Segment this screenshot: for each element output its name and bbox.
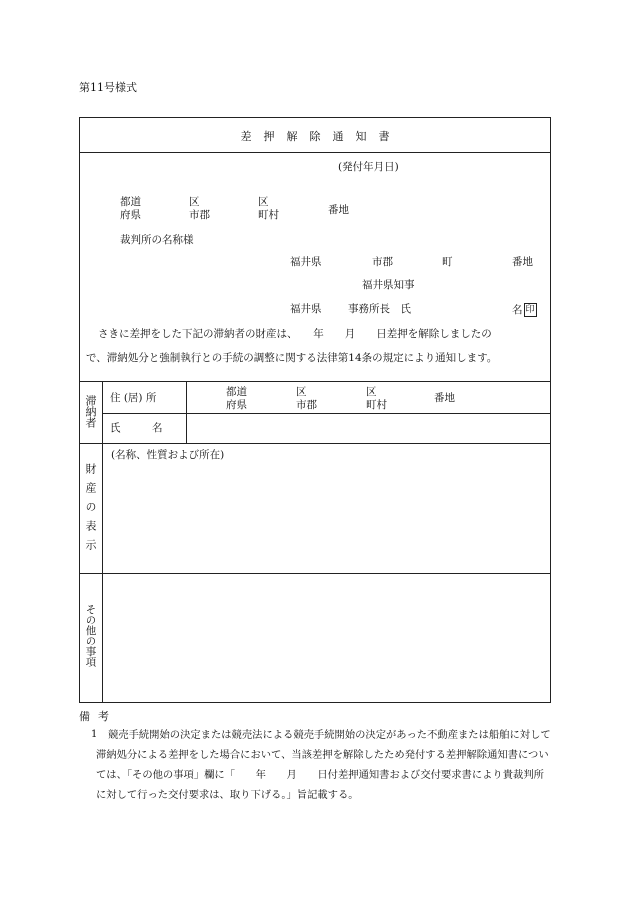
sender-prefecture: 福井県 — [290, 256, 322, 268]
court-addressee: 裁判所の名称様 — [120, 234, 194, 246]
office-chief: 事務所長 氏 — [348, 303, 411, 315]
notice-form-frame — [79, 117, 551, 703]
title-divider — [80, 152, 550, 153]
remark-text: 競売手続開始の決定または競売法による競売手続開始の決定があった不動産または船舶に対して滞納処分による差押をした場合において、当該差押を解除したため発付する差押解除通知書については、「その他の事項」欄に「 年 月 日付差押通知書および交付要求書により貴裁判所に対して行った交付要求は、取り下げる。」旨記載する。 — [96, 729, 551, 801]
court-address-prefecture: 都道 府県 — [120, 196, 141, 222]
address-city: 区 市郡 — [296, 386, 317, 412]
address-banchi: 番地 — [434, 392, 455, 404]
office-prefecture: 福井県 — [290, 303, 322, 315]
other-top-divider — [80, 573, 550, 574]
seal-mark: 印 — [525, 305, 535, 315]
sender-title: 福井県知事 — [362, 279, 415, 291]
issue-date-label: (発付年月日) — [338, 161, 399, 173]
body-line-1: さきに差押をした下記の滞納者の財産は、 年 月 日差押を解除しましたの — [98, 328, 492, 340]
taxpayer-label: 滞納者 — [84, 395, 97, 428]
address-label: 住 (居) 所 — [110, 392, 157, 404]
court-address-town: 区 町村 — [258, 196, 279, 222]
body-line-2: で、滞納処分と強制執行との手続の調整に関する法律第14条の規定により通知します。 — [86, 352, 498, 364]
form-title: 差押解除通知書 — [240, 130, 402, 143]
property-note: (名称、性質および所在) — [111, 449, 225, 461]
sender-banchi: 番地 — [512, 256, 533, 268]
court-address-city: 区 市郡 — [189, 196, 210, 222]
sender-city: 市郡 — [372, 256, 393, 268]
taxpayer-inner-divider — [102, 413, 550, 414]
taxpayer-field-divider — [186, 381, 187, 443]
remarks-heading: 備考 — [79, 710, 117, 723]
address-town: 区 町村 — [366, 386, 387, 412]
label-column-divider — [102, 381, 103, 703]
other-matters-label: その他の事項 — [84, 604, 97, 667]
property-label: 財産の表示 — [84, 463, 97, 558]
office-name-seal: 名 印 — [512, 304, 535, 316]
property-top-divider — [80, 443, 550, 444]
form-number: 第11号様式 — [79, 81, 137, 94]
name-label: 氏 名 — [110, 422, 163, 434]
remark-number: 1 — [91, 729, 98, 740]
taxpayer-top-divider — [80, 381, 550, 382]
court-address-banchi: 番地 — [328, 204, 349, 216]
sender-town: 町 — [442, 256, 453, 268]
address-prefecture: 都道 府県 — [226, 386, 247, 412]
